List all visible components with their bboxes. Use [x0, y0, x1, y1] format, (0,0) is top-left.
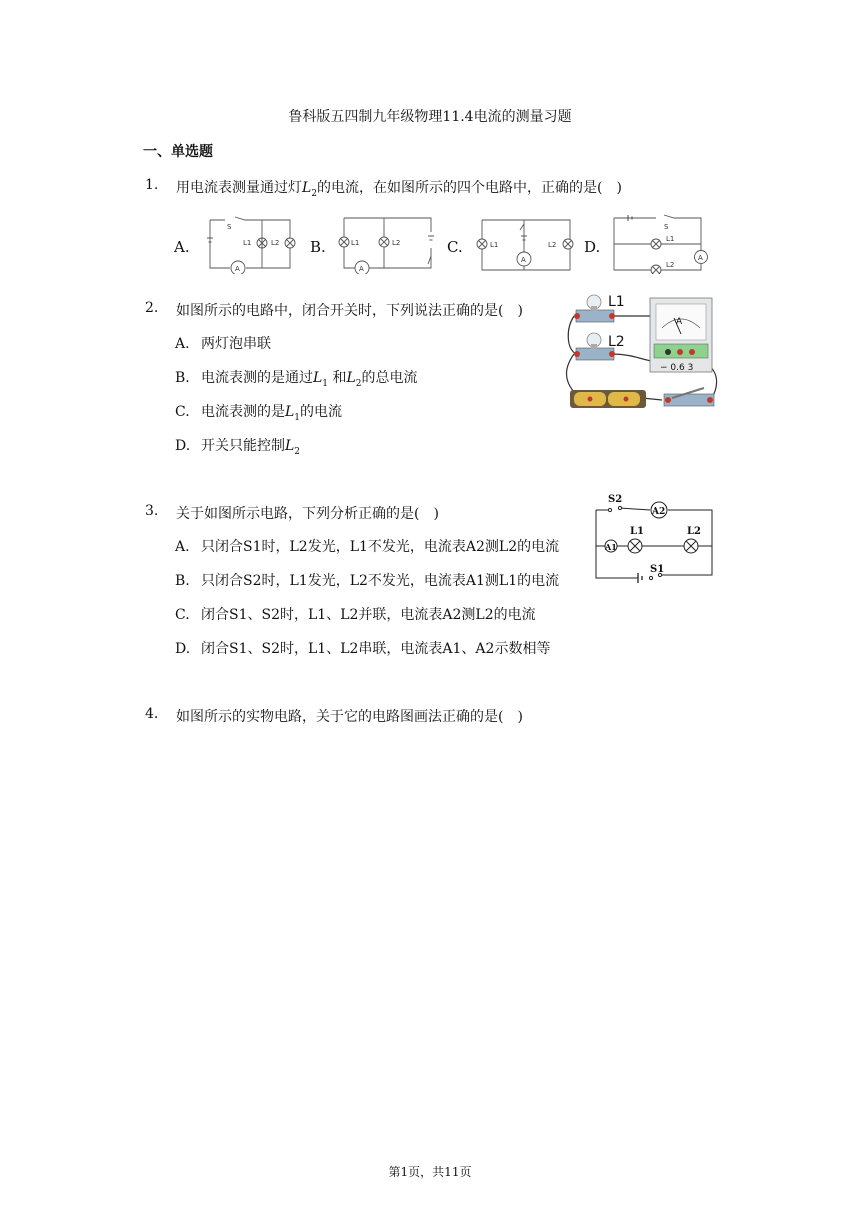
- svg-text:L2: L2: [687, 526, 701, 537]
- svg-text:S1: S1: [650, 564, 665, 575]
- circuit-diagram-a: [200, 212, 300, 274]
- q2-option-c: C. 电流表测的是$L_1$的电流: [175, 404, 343, 423]
- section-heading: 一、单选题: [143, 144, 213, 160]
- svg-text:A1: A1: [605, 542, 617, 552]
- q3-circuit-diagram: [588, 488, 718, 586]
- svg-text:S: S: [664, 223, 669, 231]
- svg-text:L1: L1: [630, 526, 644, 537]
- svg-text:L2: L2: [271, 239, 280, 247]
- question-1-text: 用电流表测量通过灯$L_2$的电流，在如图所示的四个电路中，正确的是( ): [176, 180, 622, 199]
- svg-text:A: A: [235, 265, 240, 273]
- q3-option-a: A. 只闭合S1时，L2发光，L1不发光，电流表A2测L2的电流: [175, 539, 560, 555]
- page-footer: 第1页，共11页: [388, 1165, 472, 1179]
- physical-circuit-picture: [562, 288, 722, 414]
- choice-c-label: C.: [447, 238, 463, 256]
- svg-text:S2: S2: [608, 494, 623, 505]
- q2-option-a: A. 两灯泡串联: [175, 336, 271, 352]
- question-2-text: 如图所示的电路中，闭合开关时，下列说法正确的是( ): [176, 303, 523, 319]
- choice-a-label: A.: [174, 238, 190, 256]
- svg-text:L2: L2: [666, 261, 675, 269]
- svg-text:L1: L1: [490, 241, 499, 249]
- choice-b-label: B.: [310, 238, 326, 256]
- q2-option-b: B. 电流表测的是通过$L_1$ 和$L_2$的总电流: [175, 370, 418, 389]
- circuit-diagram-b: [336, 212, 438, 274]
- label-s: S: [227, 223, 232, 231]
- question-2-number: 2.: [145, 300, 159, 316]
- svg-text:L2: L2: [548, 241, 557, 249]
- svg-text:A2: A2: [652, 507, 666, 517]
- svg-text:L2: L2: [392, 239, 401, 247]
- svg-text:A: A: [359, 265, 364, 273]
- q3-option-c: C. 闭合S1、S2时，L1、L2并联，电流表A2测L2的电流: [175, 607, 536, 623]
- svg-text:L1: L1: [351, 239, 360, 247]
- circuit-diagram-d: [606, 212, 712, 274]
- svg-text:L1: L1: [666, 235, 675, 243]
- svg-text:L1: L1: [608, 294, 625, 310]
- svg-text:A: A: [698, 254, 703, 262]
- q2-option-d: D. 开关只能控制$L_2$: [175, 438, 301, 457]
- question-4-number: 4.: [145, 706, 159, 722]
- svg-text:A: A: [521, 256, 526, 264]
- question-3-number: 3.: [145, 503, 159, 519]
- question-3-text: 关于如图所示电路，下列分析正确的是( ): [176, 506, 439, 522]
- svg-text:A: A: [676, 317, 683, 327]
- question-1-number: 1.: [145, 177, 159, 193]
- q3-option-b: B. 只闭合S2时，L1发光，L2不发光，电流表A1测L1的电流: [175, 573, 560, 589]
- circuit-diagram-c: [472, 214, 576, 276]
- question-4-text: 如图所示的实物电路，关于它的电路图画法正确的是( ): [176, 709, 523, 725]
- svg-text:− 0.6 3: − 0.6 3: [660, 363, 694, 373]
- document-title: 鲁科版五四制九年级物理11.4电流的测量习题: [288, 109, 572, 125]
- choice-d-label: D.: [584, 238, 601, 256]
- q3-option-d: D. 闭合S1、S2时，L1、L2串联，电流表A1、A2示数相等: [175, 641, 551, 657]
- svg-text:L2: L2: [608, 334, 625, 350]
- svg-text:L1: L1: [243, 239, 252, 247]
